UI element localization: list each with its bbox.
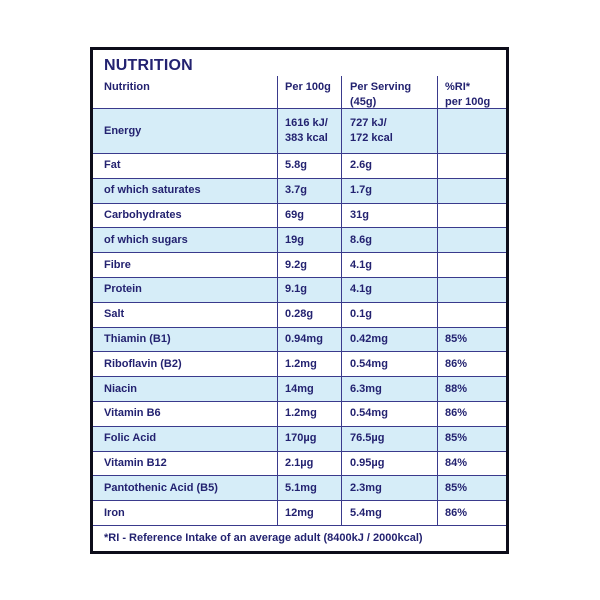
cell-line: Fat (104, 159, 121, 172)
cell-line: Pantothenic Acid (B5) (104, 481, 218, 494)
value-per-100g (277, 352, 341, 376)
table-header-row (93, 76, 506, 108)
cell-line: 14mg (285, 382, 314, 395)
cell-line: 1616 kJ/ (285, 117, 328, 130)
row-label (93, 377, 277, 401)
cell-line: 69g (285, 209, 304, 222)
row-label (93, 352, 277, 376)
cell-line: 172 kcal (350, 132, 393, 144)
table-row (93, 351, 506, 376)
cell-line: Carbohydrates (104, 209, 182, 222)
column-header (277, 76, 341, 108)
cell-line: 0.94mg (285, 333, 323, 346)
value-per-100g (277, 452, 341, 476)
cell-line: 1.7g (350, 184, 373, 197)
table-row (93, 475, 506, 500)
row-label (93, 427, 277, 451)
row-label (93, 402, 277, 426)
value-per-serving (341, 476, 437, 500)
value-ri-percent (437, 501, 506, 525)
table-row (93, 426, 506, 451)
value-ri-percent (437, 476, 506, 500)
cell-line: 727 kJ/ (350, 117, 387, 130)
value-per-100g (277, 427, 341, 451)
row-label (93, 253, 277, 277)
cell-line: 84% (445, 457, 468, 470)
column-header (93, 76, 277, 108)
cell-line: 2.3mg (350, 481, 382, 494)
table-row (93, 451, 506, 476)
value-per-serving (341, 228, 437, 252)
table-row (93, 252, 506, 277)
cell-line: 9.1g (285, 283, 308, 296)
cell-line: 5.1mg (285, 481, 317, 494)
cell-line: 86% (445, 506, 468, 519)
value-per-100g (277, 109, 341, 153)
value-per-100g (277, 328, 341, 352)
table-row (93, 108, 506, 153)
value-ri-percent (437, 204, 506, 228)
table-row (93, 401, 506, 426)
value-per-serving (341, 452, 437, 476)
value-per-serving (341, 303, 437, 327)
cell-line: 19g (285, 233, 304, 246)
value-ri-percent (437, 228, 506, 252)
value-per-100g (277, 476, 341, 500)
cell-line: 0.42mg (350, 333, 388, 346)
table-row (93, 178, 506, 203)
value-ri-percent (437, 109, 506, 153)
value-per-100g (277, 253, 341, 277)
row-label (93, 179, 277, 203)
value-per-100g (277, 377, 341, 401)
value-per-100g (277, 278, 341, 302)
row-label (93, 328, 277, 352)
cell-line: %RI* (445, 81, 471, 93)
footnote: *RI - Reference Intake of an average adult (8400kJ / 2000kcal) (93, 525, 506, 551)
table-row (93, 327, 506, 352)
value-ri-percent (437, 303, 506, 327)
row-label (93, 154, 277, 178)
cell-line: Vitamin B6 (104, 407, 161, 420)
row-label (93, 228, 277, 252)
cell-line: Per Serving (350, 81, 412, 93)
value-per-100g (277, 501, 341, 525)
value-per-serving (341, 253, 437, 277)
cell-line: 0.54mg (350, 357, 388, 370)
cell-line: 86% (445, 357, 468, 370)
row-label (93, 452, 277, 476)
page-title: NUTRITION (104, 57, 193, 74)
cell-line: Salt (104, 308, 125, 321)
cell-line: 170µg (285, 432, 317, 445)
value-per-serving (341, 204, 437, 228)
table-row (93, 203, 506, 228)
value-per-100g (277, 402, 341, 426)
cell-line: Vitamin B12 (104, 457, 167, 470)
cell-line: 31g (350, 209, 369, 222)
cell-line: Nutrition (104, 81, 150, 93)
cell-line: of which sugars (104, 233, 188, 246)
value-per-100g (277, 154, 341, 178)
cell-line: 76.5µg (350, 432, 385, 445)
cell-line: 4.1g (350, 258, 373, 271)
table-row (93, 500, 506, 525)
cell-line: Per 100g (285, 81, 331, 93)
column-header (437, 76, 506, 108)
value-ri-percent (437, 352, 506, 376)
value-ri-percent (437, 253, 506, 277)
cell-line: 88% (445, 382, 468, 395)
table-row (93, 376, 506, 401)
cell-line: Energy (104, 124, 142, 137)
value-per-serving (341, 352, 437, 376)
cell-line: Protein (104, 283, 142, 296)
value-per-serving (341, 179, 437, 203)
value-per-serving (341, 377, 437, 401)
cell-line: 2.1µg (285, 457, 314, 470)
row-label (93, 278, 277, 302)
cell-line: 85% (445, 333, 468, 346)
cell-line: Niacin (104, 382, 138, 395)
value-per-serving (341, 402, 437, 426)
cell-line: 85% (445, 432, 468, 445)
column-header (341, 76, 437, 108)
value-per-serving (341, 278, 437, 302)
value-per-serving (341, 109, 437, 153)
cell-line: 0.1g (350, 308, 373, 321)
cell-line: 5.4mg (350, 506, 382, 519)
cell-line: 2.6g (350, 159, 373, 172)
value-ri-percent (437, 179, 506, 203)
cell-line: 0.28g (285, 308, 314, 321)
value-per-100g (277, 303, 341, 327)
value-ri-percent (437, 377, 506, 401)
cell-line: 4.1g (350, 283, 373, 296)
value-ri-percent (437, 328, 506, 352)
cell-line: 5.8g (285, 159, 308, 172)
cell-line: 3.7g (285, 184, 308, 197)
row-label (93, 303, 277, 327)
row-label (93, 109, 277, 153)
cell-line: 8.6g (350, 233, 373, 246)
cell-line: of which saturates (104, 184, 201, 197)
table-row (93, 277, 506, 302)
value-ri-percent (437, 154, 506, 178)
cell-line: (45g) (350, 95, 377, 108)
value-ri-percent (437, 427, 506, 451)
value-per-100g (277, 204, 341, 228)
table-body (93, 108, 506, 525)
nutrition-label (90, 47, 509, 554)
value-per-serving (341, 328, 437, 352)
value-per-100g (277, 179, 341, 203)
table-row (93, 153, 506, 178)
cell-line: 86% (445, 407, 468, 420)
cell-line: Thiamin (B1) (104, 333, 171, 346)
cell-line: 85% (445, 481, 468, 494)
value-per-serving (341, 501, 437, 525)
cell-line: 9.2g (285, 258, 308, 271)
value-per-100g (277, 228, 341, 252)
cell-line: 1.2mg (285, 407, 317, 420)
value-ri-percent (437, 278, 506, 302)
cell-line: 0.95µg (350, 457, 385, 470)
value-ri-percent (437, 452, 506, 476)
cell-line: per 100g (445, 95, 491, 108)
table-row (93, 227, 506, 252)
cell-line: 1.2mg (285, 357, 317, 370)
row-label (93, 501, 277, 525)
row-label (93, 476, 277, 500)
table-row (93, 302, 506, 327)
cell-line: 383 kcal (285, 132, 328, 144)
value-per-serving (341, 427, 437, 451)
row-label (93, 204, 277, 228)
value-ri-percent (437, 402, 506, 426)
cell-line: Riboflavin (B2) (104, 357, 182, 370)
cell-line: 6.3mg (350, 382, 382, 395)
cell-line: Folic Acid (104, 432, 157, 445)
cell-line: 12mg (285, 506, 314, 519)
cell-line: 0.54mg (350, 407, 388, 420)
cell-line: Fibre (104, 258, 131, 271)
value-per-serving (341, 154, 437, 178)
cell-line: Iron (104, 506, 125, 519)
